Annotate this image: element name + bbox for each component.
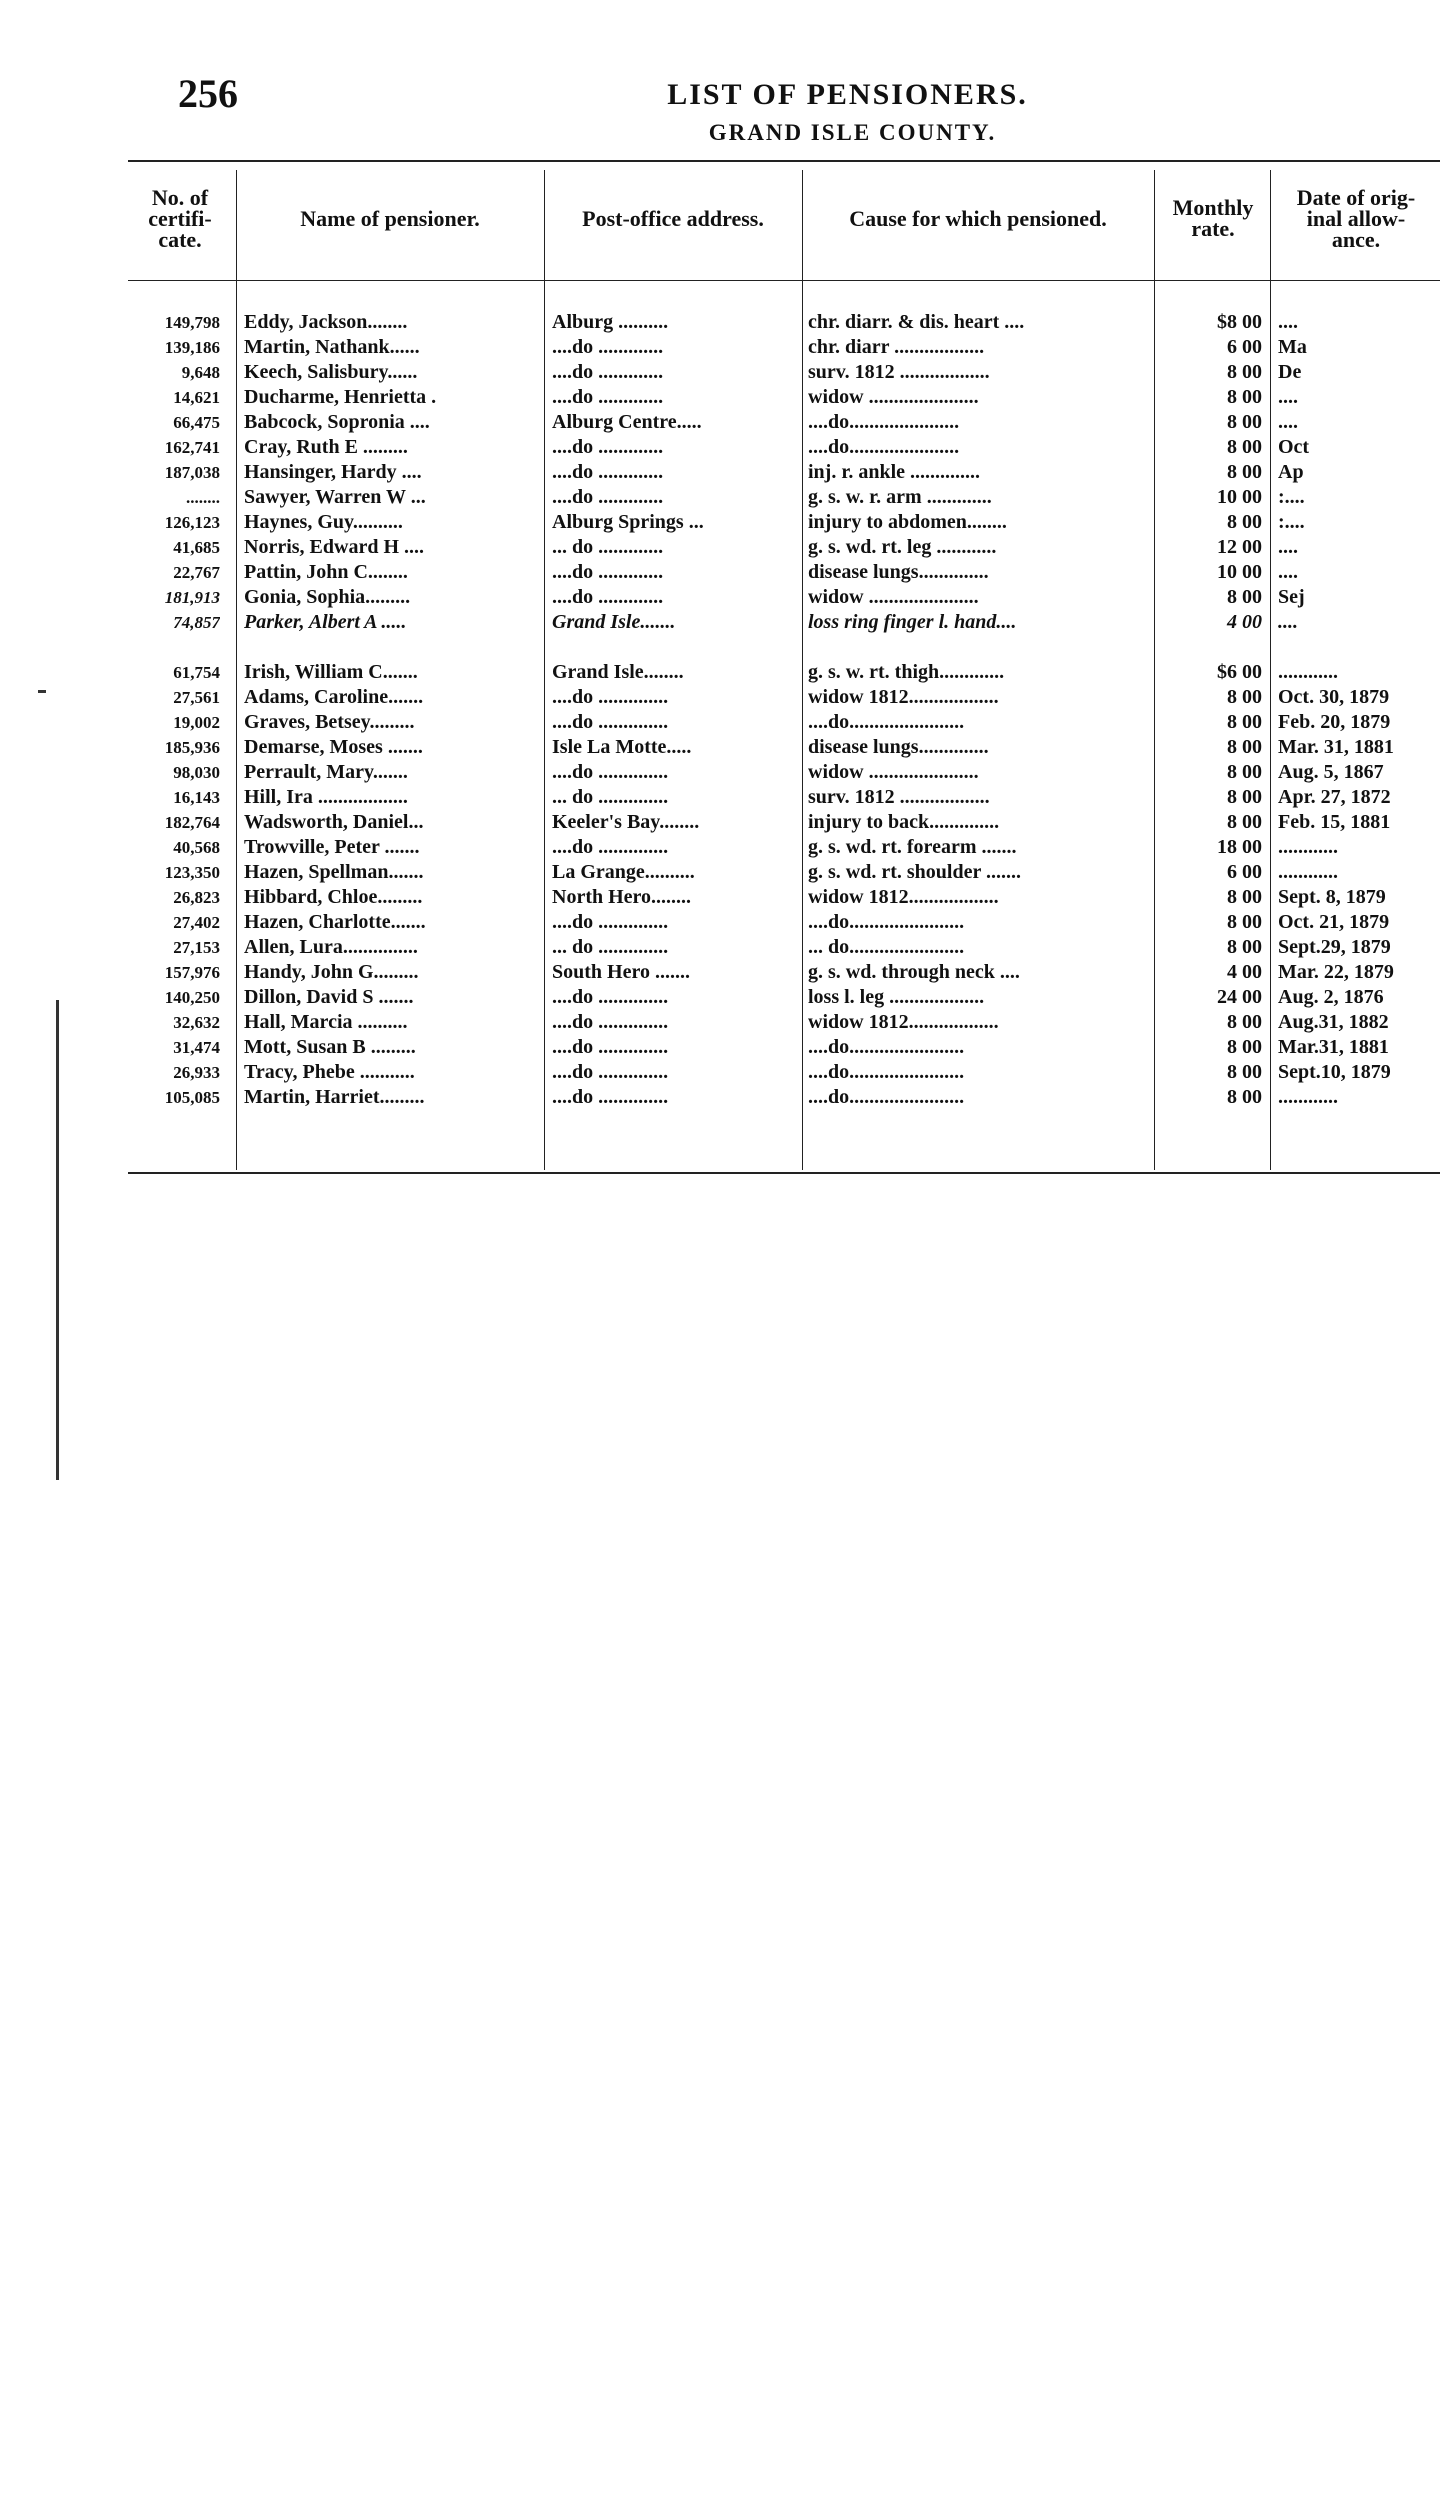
cause-cell: chr. diarr. & dis. heart .... <box>808 311 1025 333</box>
rate-cell: 8 00 <box>1227 411 1262 433</box>
cause-cell: g. s. w. rt. thigh............. <box>808 661 1005 683</box>
table-row <box>128 860 1440 885</box>
table-row <box>128 710 1440 735</box>
cause-cell: g. s. wd. rt. shoulder ....... <box>808 861 1021 883</box>
date-cell: ............ <box>1278 661 1338 683</box>
cert-cell: 22,767 <box>173 563 220 582</box>
page-title-text: LIST OF PENSIONERS. <box>667 78 1028 111</box>
post-office-cell: South Hero ....... <box>552 961 690 983</box>
name-cell: Graves, Betsey......... <box>244 711 415 733</box>
cert-cell: 98,030 <box>173 763 220 782</box>
post-office-cell: ... do .............. <box>552 786 669 808</box>
rate-cell: 6 00 <box>1227 861 1262 883</box>
cause-cell: chr. diarr .................. <box>808 336 985 358</box>
date-cell: Oct. 21, 1879 <box>1278 911 1390 933</box>
cause-cell: ... do....................... <box>808 936 965 958</box>
margin-mark <box>56 1000 59 1480</box>
date-cell: Sept. 8, 1879 <box>1278 886 1386 908</box>
cert-cell: ........ <box>186 488 220 507</box>
cause-cell: ....do....................... <box>808 1086 965 1108</box>
date-cell: Mar.31, 1881 <box>1278 1036 1389 1058</box>
header-row <box>128 168 1440 268</box>
post-office-cell: ....do ............. <box>552 336 664 358</box>
date-cell: Apr. 27, 1872 <box>1278 786 1391 808</box>
table-row <box>128 810 1440 835</box>
post-office-cell: ....do .............. <box>552 1011 669 1033</box>
post-office-cell: ... do .............. <box>552 936 669 958</box>
cert-cell: 105,085 <box>164 1088 220 1107</box>
cause-cell: widow 1812.................. <box>808 686 999 708</box>
table-row <box>128 985 1440 1010</box>
table-row <box>128 360 1440 385</box>
table-row <box>128 560 1440 585</box>
rate-cell: 8 00 <box>1227 361 1262 383</box>
rate-cell: 8 00 <box>1227 936 1262 958</box>
top-rule <box>128 160 1440 162</box>
name-cell: Hazen, Spellman....... <box>244 861 424 883</box>
post-office-cell: ....do .............. <box>552 1061 669 1083</box>
cause-cell: widow 1812.................. <box>808 886 999 908</box>
page-title <box>0 78 1455 112</box>
cert-cell: 31,474 <box>173 1038 220 1057</box>
table-row <box>128 535 1440 560</box>
name-cell: Hibbard, Chloe......... <box>244 886 423 908</box>
table-row <box>128 510 1440 535</box>
post-office-cell: Keeler's Bay........ <box>552 811 700 833</box>
post-office-cell: ....do ............. <box>552 386 664 408</box>
page-number: 256 <box>178 71 238 116</box>
date-cell: .... <box>1278 611 1298 633</box>
cause-cell: disease lungs.............. <box>808 561 989 583</box>
post-office-cell: ....do .............. <box>552 761 669 783</box>
rate-cell: 8 00 <box>1227 786 1262 808</box>
cert-cell: 140,250 <box>164 988 220 1007</box>
cert-cell: 74,857 <box>173 613 220 632</box>
date-cell: Feb. 15, 1881 <box>1278 811 1391 833</box>
header-rule <box>128 280 1440 281</box>
table-row <box>128 1060 1440 1085</box>
name-cell: Cray, Ruth E ......... <box>244 436 408 458</box>
name-cell: Gonia, Sophia......... <box>244 586 411 608</box>
cert-cell: 66,475 <box>173 413 220 432</box>
cause-cell: inj. r. ankle .............. <box>808 461 981 483</box>
rate-cell: 10 00 <box>1217 486 1262 508</box>
table-row <box>128 660 1440 685</box>
date-cell: :.... <box>1278 486 1305 508</box>
name-cell: Irish, William C....... <box>244 661 418 683</box>
cause-cell: surv. 1812 .................. <box>808 786 990 808</box>
cert-cell: 9,648 <box>181 363 220 382</box>
rate-cell: 8 00 <box>1227 461 1262 483</box>
date-cell: ............ <box>1278 861 1338 883</box>
name-cell: Hazen, Charlotte....... <box>244 911 426 933</box>
table-row <box>128 460 1440 485</box>
date-cell: :.... <box>1278 511 1305 533</box>
cause-cell: ....do....................... <box>808 1061 965 1083</box>
rate-cell: $8 00 <box>1217 311 1262 333</box>
table-row <box>128 310 1440 335</box>
name-cell: Wadsworth, Daniel... <box>244 811 424 833</box>
post-office-cell: ....do .............. <box>552 986 669 1008</box>
date-cell: De <box>1278 361 1302 383</box>
name-cell: Tracy, Phebe ........... <box>244 1061 415 1083</box>
table-row <box>128 935 1440 960</box>
cause-cell: loss ring finger l. hand.... <box>808 611 1017 633</box>
post-office-cell: Alburg Centre..... <box>552 411 702 433</box>
name-cell: Parker, Albert A ..... <box>244 611 407 633</box>
cert-cell: 123,350 <box>164 863 220 882</box>
table-row <box>128 960 1440 985</box>
post-office-cell: ....do .............. <box>552 686 669 708</box>
bottom-rule <box>128 1172 1440 1174</box>
rate-cell: 8 00 <box>1227 686 1262 708</box>
cause-cell: ....do...................... <box>808 411 960 433</box>
margin-marks <box>38 690 78 1170</box>
table-row <box>128 435 1440 460</box>
table-row <box>128 1085 1440 1110</box>
table-row <box>128 885 1440 910</box>
date-cell: .... <box>1278 386 1298 408</box>
cert-cell: 26,823 <box>173 888 220 907</box>
rate-cell: 8 00 <box>1227 886 1262 908</box>
cause-cell: g. s. wd. rt. forearm ....... <box>808 836 1017 858</box>
cause-cell: widow ...................... <box>808 586 979 608</box>
name-cell: Adams, Caroline....... <box>244 686 424 708</box>
table-row <box>128 910 1440 935</box>
rate-cell: 8 00 <box>1227 1011 1262 1033</box>
cert-cell: 61,754 <box>173 663 220 682</box>
name-cell: Mott, Susan B ......... <box>244 1036 416 1058</box>
cert-cell: 41,685 <box>173 538 220 557</box>
cert-cell: 182,764 <box>164 813 220 832</box>
table-row <box>128 1035 1440 1060</box>
cause-cell: disease lungs.............. <box>808 736 989 758</box>
rate-cell: 8 00 <box>1227 436 1262 458</box>
cause-cell: widow ...................... <box>808 386 979 408</box>
table-row <box>128 485 1440 510</box>
cert-cell: 162,741 <box>164 438 220 457</box>
post-office-cell: Isle La Motte..... <box>552 736 692 758</box>
post-office-cell: ....do ............. <box>552 361 664 383</box>
table-row <box>128 585 1440 610</box>
post-office-cell: ....do .............. <box>552 711 669 733</box>
table-row <box>128 685 1440 710</box>
name-cell: Martin, Harriet......... <box>244 1086 425 1108</box>
table-row <box>128 1010 1440 1035</box>
rate-cell: 8 00 <box>1227 911 1262 933</box>
rate-cell: 10 00 <box>1217 561 1262 583</box>
cause-cell: ....do....................... <box>808 1036 965 1058</box>
date-cell: .... <box>1278 536 1298 558</box>
date-cell: Feb. 20, 1879 <box>1278 711 1391 733</box>
date-cell: Sept.10, 1879 <box>1278 1061 1391 1083</box>
rate-cell: 12 00 <box>1217 536 1262 558</box>
rate-cell: 8 00 <box>1227 386 1262 408</box>
cause-cell: g. s. wd. through neck .... <box>808 961 1020 983</box>
name-cell: Sawyer, Warren W ... <box>244 486 426 508</box>
margin-mark <box>38 690 46 693</box>
name-cell: Dillon, David S ....... <box>244 986 414 1008</box>
post-office-cell: Grand Isle....... <box>552 611 676 633</box>
header-name: Name of pensioner. <box>300 205 480 231</box>
cert-cell: 27,153 <box>173 938 220 957</box>
post-office-cell: ....do ............. <box>552 461 664 483</box>
date-cell: Aug.31, 1882 <box>1278 1011 1389 1033</box>
table-row <box>128 735 1440 760</box>
cause-cell: widow ...................... <box>808 761 979 783</box>
page-subtitle-text: GRAND ISLE COUNTY. <box>708 120 997 145</box>
name-cell: Hall, Marcia .......... <box>244 1011 408 1033</box>
date-cell: ............ <box>1278 1086 1338 1108</box>
rate-cell: 8 00 <box>1227 811 1262 833</box>
rate-cell: 8 00 <box>1227 711 1262 733</box>
rate-cell: 6 00 <box>1227 336 1262 358</box>
post-office-cell: ....do .............. <box>552 1036 669 1058</box>
page-subtitle <box>0 120 1455 146</box>
rate-cell: 8 00 <box>1227 761 1262 783</box>
date-cell: .... <box>1278 411 1298 433</box>
cause-cell: loss l. leg ................... <box>808 986 985 1008</box>
header-date: Date of orig- inal allow- ance. <box>1296 184 1416 252</box>
cert-cell: 19,002 <box>173 713 220 732</box>
date-cell: Sept.29, 1879 <box>1278 936 1391 958</box>
name-cell: Demarse, Moses ....... <box>244 736 423 758</box>
date-cell: Aug. 2, 1876 <box>1278 986 1384 1008</box>
cert-cell: 149,798 <box>164 313 220 332</box>
post-office-cell: ....do ............. <box>552 486 664 508</box>
post-office-cell: North Hero........ <box>552 886 692 908</box>
post-office-cell: ....do ............. <box>552 586 664 608</box>
table-row <box>128 785 1440 810</box>
name-cell: Hansinger, Hardy .... <box>244 461 422 483</box>
table-row <box>128 835 1440 860</box>
post-office-cell: ....do ............. <box>552 436 664 458</box>
cert-cell: 32,632 <box>173 1013 220 1032</box>
cert-cell: 27,402 <box>173 913 220 932</box>
name-cell: Haynes, Guy.......... <box>244 511 403 533</box>
rate-cell: 8 00 <box>1227 511 1262 533</box>
cert-cell: 40,568 <box>173 838 220 857</box>
cert-cell: 185,936 <box>164 738 220 757</box>
cert-cell: 187,038 <box>164 463 220 482</box>
table-row <box>128 760 1440 785</box>
rate-cell: 4 00 <box>1227 611 1262 633</box>
rate-cell: 8 00 <box>1227 736 1262 758</box>
name-cell: Ducharme, Henrietta . <box>244 386 437 408</box>
cause-cell: widow 1812.................. <box>808 1011 999 1033</box>
post-office-cell: Alburg .......... <box>552 311 669 333</box>
cert-cell: 126,123 <box>164 513 220 532</box>
table-row <box>128 410 1440 435</box>
post-office-cell: La Grange.......... <box>552 861 695 883</box>
cert-cell: 181,913 <box>164 588 220 607</box>
rate-cell: 8 00 <box>1227 1086 1262 1108</box>
post-office-cell: ....do .............. <box>552 1086 669 1108</box>
cert-cell: 27,561 <box>173 688 220 707</box>
cause-cell: g. s. w. r. arm ............. <box>808 486 992 508</box>
name-cell: Allen, Lura............... <box>244 936 418 958</box>
rate-cell: 8 00 <box>1227 1036 1262 1058</box>
cause-cell: injury to back.............. <box>808 811 1000 833</box>
name-cell: Hill, Ira .................. <box>244 786 408 808</box>
rate-cell: 24 00 <box>1217 986 1262 1008</box>
cause-cell: ....do....................... <box>808 911 965 933</box>
name-cell: Trowville, Peter ....... <box>244 836 420 858</box>
header-rate: Monthly rate. <box>1172 195 1254 241</box>
date-cell: Ma <box>1278 336 1307 358</box>
post-office-cell: ....do .............. <box>552 911 669 933</box>
table-row <box>128 385 1440 410</box>
header-cert: No. of certifi- cate. <box>148 184 212 252</box>
post-office-cell: Alburg Springs ... <box>552 511 704 533</box>
cert-cell: 26,933 <box>173 1063 220 1082</box>
cause-cell: injury to abdomen........ <box>808 511 1007 533</box>
name-cell: Perrault, Mary....... <box>244 761 408 783</box>
header-cause: Cause for which pensioned. <box>849 205 1107 231</box>
date-cell: .... <box>1278 311 1298 333</box>
cert-cell: 16,143 <box>173 788 220 807</box>
name-cell: Martin, Nathank...... <box>244 336 420 358</box>
cause-cell: ....do....................... <box>808 711 965 733</box>
date-cell: Oct. 30, 1879 <box>1278 686 1390 708</box>
name-cell: Keech, Salisbury...... <box>244 361 418 383</box>
cert-cell: 157,976 <box>164 963 220 982</box>
post-office-cell: Grand Isle........ <box>552 661 684 683</box>
cause-cell: surv. 1812 .................. <box>808 361 990 383</box>
rate-cell: $6 00 <box>1217 661 1262 683</box>
date-cell: ............ <box>1278 836 1338 858</box>
post-office-cell: ....do ............. <box>552 561 664 583</box>
cause-cell: g. s. wd. rt. leg ............ <box>808 536 997 558</box>
date-cell: Ap <box>1278 461 1304 483</box>
cause-cell: ....do...................... <box>808 436 960 458</box>
name-cell: Norris, Edward H .... <box>244 536 424 558</box>
cert-cell: 139,186 <box>164 338 220 357</box>
table-row <box>128 335 1440 360</box>
header-post: Post-office address. <box>582 205 764 231</box>
rate-cell: 8 00 <box>1227 1061 1262 1083</box>
date-cell: Mar. 22, 1879 <box>1278 961 1394 983</box>
date-cell: Mar. 31, 1881 <box>1278 736 1394 758</box>
date-cell: Sej <box>1278 586 1305 608</box>
post-office-cell: ... do ............. <box>552 536 664 558</box>
cert-cell: 14,621 <box>173 388 220 407</box>
table-row <box>128 610 1440 635</box>
name-cell: Pattin, John C........ <box>244 561 408 583</box>
date-cell: Aug. 5, 1867 <box>1278 761 1384 783</box>
rate-cell: 8 00 <box>1227 586 1262 608</box>
name-cell: Handy, John G......... <box>244 961 419 983</box>
date-cell: .... <box>1278 561 1298 583</box>
date-cell: Oct <box>1278 436 1310 458</box>
rate-cell: 4 00 <box>1227 961 1262 983</box>
post-office-cell: ....do .............. <box>552 836 669 858</box>
name-cell: Babcock, Sopronia .... <box>244 411 430 433</box>
name-cell: Eddy, Jackson........ <box>244 311 408 333</box>
rate-cell: 18 00 <box>1217 836 1262 858</box>
